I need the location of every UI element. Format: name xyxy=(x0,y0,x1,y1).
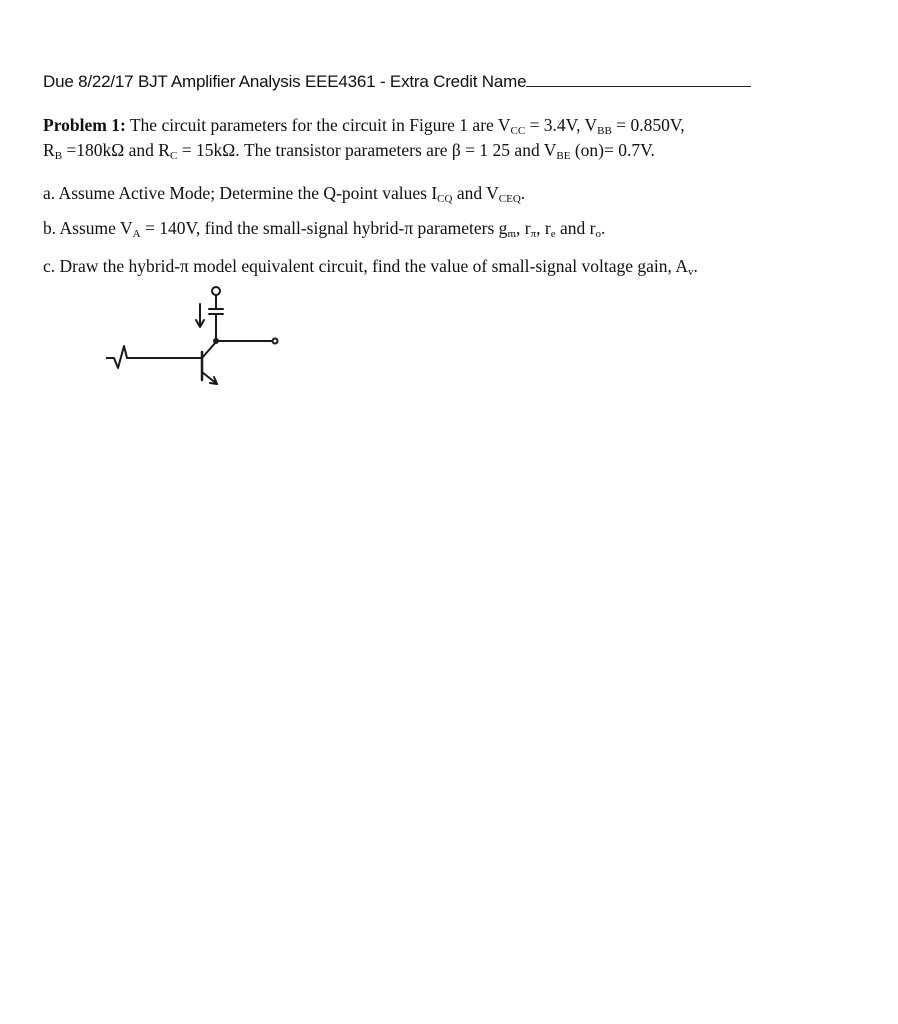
sub: m xyxy=(507,228,516,240)
text: c. Draw the hybrid-π model equivalent circuit, find the value of small-signal voltage gain, A xyxy=(43,256,688,276)
sub: A xyxy=(132,228,141,240)
sub: CQ xyxy=(437,193,453,205)
text: . xyxy=(520,183,526,203)
text: R xyxy=(43,140,55,160)
sub: e xyxy=(550,228,556,240)
problem1-part-a xyxy=(43,181,525,206)
sub: v xyxy=(687,266,694,278)
text: , r xyxy=(536,218,551,238)
text: =180kΩ and R xyxy=(62,140,170,160)
sub: BE xyxy=(556,150,571,162)
sub: CEQ xyxy=(498,193,521,205)
text: = 3.4V, V xyxy=(525,115,598,135)
name-blank-line xyxy=(526,72,751,87)
document-header xyxy=(43,72,751,92)
sub: BB xyxy=(597,125,612,137)
sub: B xyxy=(54,150,63,162)
text: . xyxy=(600,218,606,238)
text: = 140V, find the small-signal hybrid-π parameters g xyxy=(140,218,508,238)
sub: o xyxy=(595,228,601,240)
sub: CC xyxy=(510,125,526,137)
text: = 15kΩ. The transistor parameters are β = 1 25 and V xyxy=(177,140,557,160)
text: b. Assume V xyxy=(43,218,133,238)
text: (on)= 0.7V. xyxy=(570,140,655,160)
header-title: Due 8/22/17 BJT Amplifier Analysis EEE4361 - Extra Credit Name xyxy=(43,72,527,91)
problem1-part-c xyxy=(43,254,698,279)
sub: C xyxy=(169,150,178,162)
text: , r xyxy=(516,218,531,238)
text: . xyxy=(693,256,698,276)
sub: π xyxy=(530,228,537,240)
text: = 0.850V, xyxy=(611,115,685,135)
problem1-label: Problem 1: xyxy=(43,115,126,135)
text: and V xyxy=(452,183,499,203)
problem1-statement xyxy=(43,113,685,163)
figure1-circuit xyxy=(20,280,320,530)
text: a. Assume Active Mode; Determine the Q-point values I xyxy=(43,183,438,203)
problem1-part-b xyxy=(43,216,605,241)
text: The circuit parameters for the circuit in Figure 1 are V xyxy=(125,115,511,135)
text: and r xyxy=(555,218,596,238)
